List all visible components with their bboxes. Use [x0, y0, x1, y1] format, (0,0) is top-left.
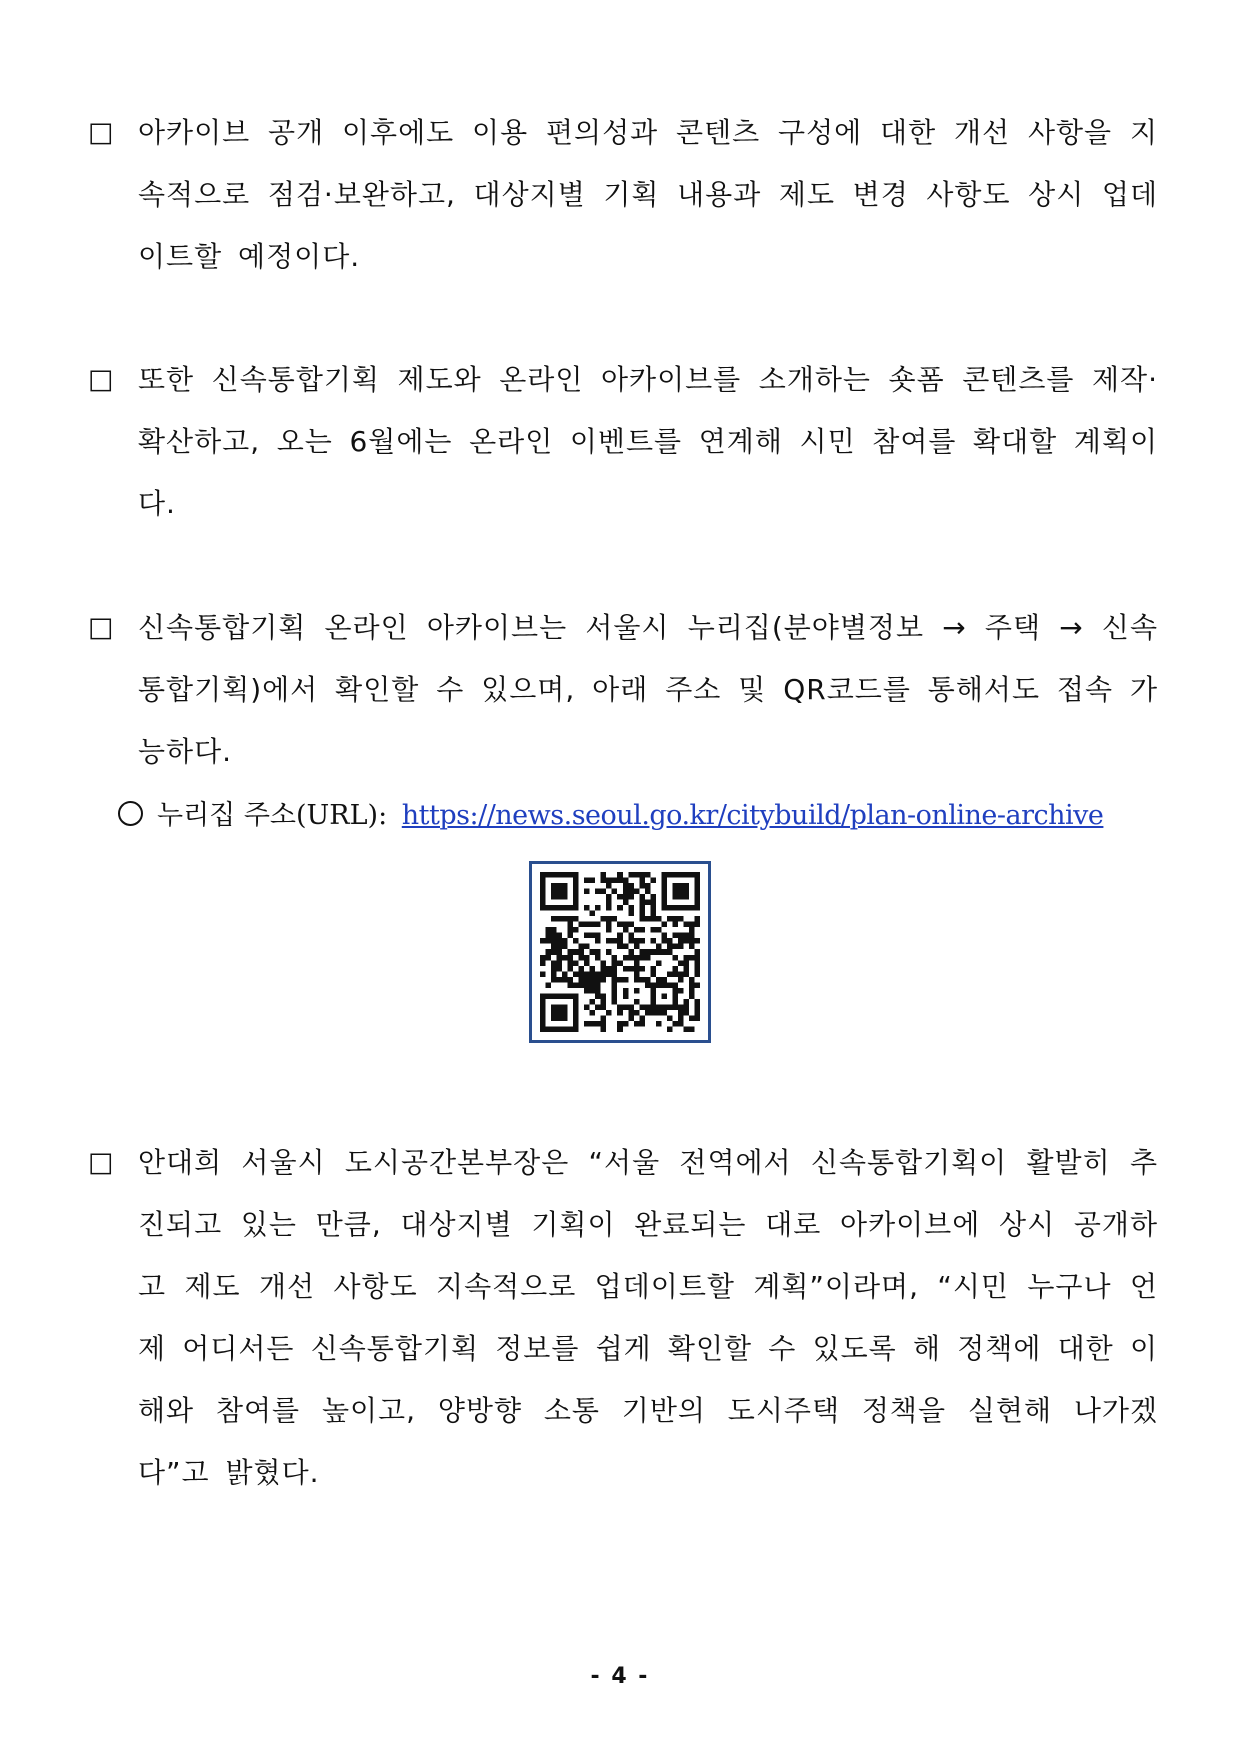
paragraph-text: 신속통합기획 온라인 아카이브는 서울시 누리집(분야별정보 → 주택 → 신속통합기획)에서 확인할 수 있으며, 아래 주소 및 QR코드를 통해서도 접속 가능하다. [138, 611, 1158, 768]
checkbox-bullet-icon: □ [88, 364, 114, 395]
url-label: 누리집 주소(URL): [157, 800, 388, 831]
paragraph-text: 아카이브 공개 이후에도 이용 편의성과 콘텐츠 구성에 대한 개선 사항을 지속적으로 점검·보완하고, 대상지별 기획 내용과 제도 변경 사항도 상시 업데이트할 예정이다. [138, 116, 1158, 273]
checkbox-bullet-icon: □ [88, 612, 114, 643]
page-number: - 4 - [590, 1664, 650, 1689]
checkbox-bullet-icon: □ [88, 1147, 114, 1178]
archive-url-link[interactable]: https://news.seoul.go.kr/citybuild/plan-online-archive [401, 800, 1104, 831]
paragraph-shortform-content [88, 349, 1158, 535]
url-line [118, 796, 1103, 836]
paragraph-official-quote [88, 1132, 1158, 1504]
checkbox-bullet-icon: □ [88, 117, 114, 148]
paragraph-archive-access [88, 597, 1158, 783]
paragraph-text: 안대희 서울시 도시공간본부장은 “서울 전역에서 신속통합기획이 활발히 추진되고 있는 만큼, 대상지별 기획이 완료되는 대로 아카이브에 상시 공개하고 제도 개선 사항도 지속적으로 업데이트할 계획”이라며, “시민 누구나 언제 어디서든 신속통합기획 정보를 쉽게 확인할 수 있도록 해 정책에 대한 이해와 참여를 높이고, 양방향 소통 기반의 도시주택 정책을 실현해 나가겠다”고 밝혔다. [138, 1146, 1158, 1489]
paragraph-text: 또한 신속통합기획 제도와 온라인 아카이브를 소개하는 숏폼 콘텐츠를 제작·확산하고, 오는 6월에는 온라인 이벤트를 연계해 시민 참여를 확대할 계획이다. [138, 363, 1158, 520]
qr-code-icon [540, 872, 700, 1032]
circle-bullet-icon [118, 801, 143, 826]
qr-code-frame [529, 861, 711, 1043]
paragraph-archive-updates [88, 102, 1158, 288]
